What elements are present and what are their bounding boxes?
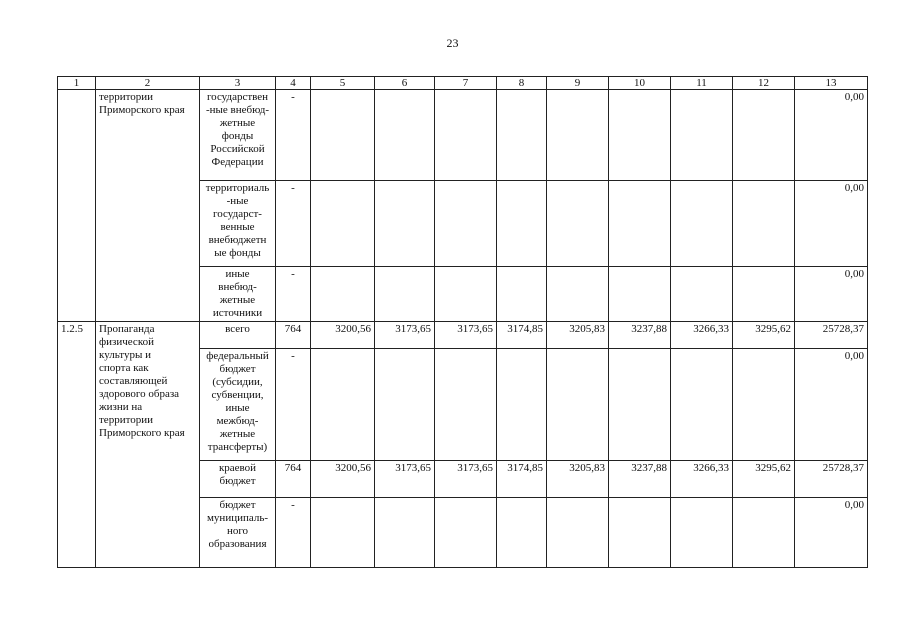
header-cell: 4: [276, 77, 311, 90]
code-cell: -: [276, 498, 311, 568]
header-cell: 8: [497, 77, 547, 90]
value-cell: 3266,33: [671, 461, 733, 498]
header-cell: 9: [547, 77, 609, 90]
header-cell: 13: [795, 77, 868, 90]
header-cell: 10: [609, 77, 671, 90]
budget-table: [57, 76, 868, 568]
value-cell: 3173,65: [435, 322, 497, 349]
code-cell: 764: [276, 461, 311, 498]
value-cell: 3173,65: [435, 461, 497, 498]
funding-source-cell: краевой бюджет: [200, 461, 276, 498]
header-cell: 2: [96, 77, 200, 90]
header-cell: 11: [671, 77, 733, 90]
value-cell: 3205,83: [547, 461, 609, 498]
funding-source-cell: государствен -ные внебюд- жетные фонды Российской Федерации: [200, 90, 276, 181]
funding-source-cell: территориаль -ные государст- венные внебюджетн ые фонды: [200, 181, 276, 267]
header-cell: 3: [200, 77, 276, 90]
total-cell: 25728,37: [795, 461, 868, 498]
funding-source-cell: бюджет муниципаль- ного образования: [200, 498, 276, 568]
total-cell: 0,00: [795, 349, 868, 461]
event-name-cell: территории Приморского края: [96, 90, 200, 322]
value-cell: 3200,56: [311, 322, 375, 349]
value-cell: 3174,85: [497, 322, 547, 349]
value-cell: 3173,65: [375, 322, 435, 349]
total-cell: 0,00: [795, 267, 868, 322]
header-row: [58, 77, 868, 90]
table-row: [58, 322, 868, 349]
value-cell: 3173,65: [375, 461, 435, 498]
total-cell: 0,00: [795, 90, 868, 181]
funding-source-cell: всего: [200, 322, 276, 349]
table-row: [58, 90, 868, 181]
header-cell: 5: [311, 77, 375, 90]
total-cell: 0,00: [795, 498, 868, 568]
event-name-cell: Пропаганда физической культуры и спорта как составляющей здорового образа жизни на территории Приморского края: [96, 322, 200, 568]
value-cell: 3174,85: [497, 461, 547, 498]
funding-source-cell: федеральный бюджет (субсидии, субвенции, иные межбюд- жетные трансферты): [200, 349, 276, 461]
header-cell: 12: [733, 77, 795, 90]
value-cell: 3295,62: [733, 322, 795, 349]
code-cell: -: [276, 90, 311, 181]
code-cell: -: [276, 349, 311, 461]
header-cell: 1: [58, 77, 96, 90]
code-cell: 764: [276, 322, 311, 349]
code-cell: -: [276, 267, 311, 322]
value-cell: 3237,88: [609, 322, 671, 349]
header-cell: 6: [375, 77, 435, 90]
total-cell: 25728,37: [795, 322, 868, 349]
page-number: 23: [446, 36, 459, 50]
value-cell: 3200,56: [311, 461, 375, 498]
value-cell: 3205,83: [547, 322, 609, 349]
value-cell: 3295,62: [733, 461, 795, 498]
value-cell: 3237,88: [609, 461, 671, 498]
funding-source-cell: иные внебюд- жетные источники: [200, 267, 276, 322]
code-cell: -: [276, 181, 311, 267]
header-cell: 7: [435, 77, 497, 90]
total-cell: 0,00: [795, 181, 868, 267]
row-number-cell: [58, 90, 96, 322]
value-cell: 3266,33: [671, 322, 733, 349]
row-number-cell: 1.2.5: [58, 322, 96, 568]
